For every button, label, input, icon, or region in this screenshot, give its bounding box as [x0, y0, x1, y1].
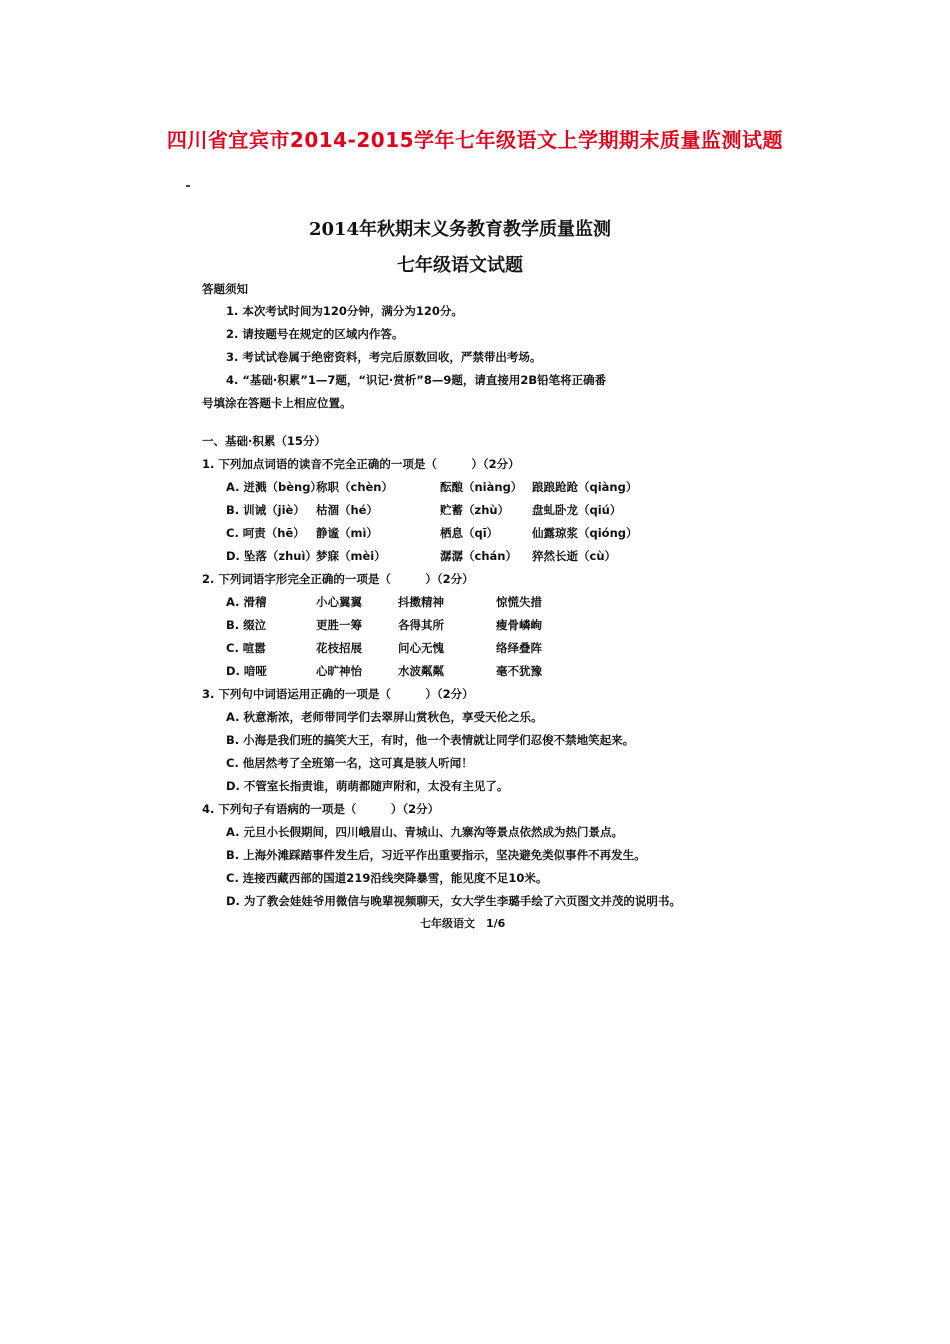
question-3-stem: 3. 下列句中词语运用正确的一项是（ ）（2分） [202, 687, 474, 701]
option-text: B. 缀泣 [226, 618, 267, 632]
option-text: 栖息（qī） [440, 526, 499, 540]
notice-item: 3. 考试试卷属于绝密资料，考完后原数回收，严禁带出考场。 [226, 350, 542, 364]
question-4-option: D. 为了教会娃娃爷用微信与晚辈视频聊天，女大学生李璐手绘了六页图文并茂的说明书。 [226, 894, 681, 908]
notice-heading: 答题须知 [202, 282, 248, 296]
option-text: 枯涸（hé） [316, 503, 378, 517]
question-3-option: A. 秋意渐浓，老师带同学们去翠屏山赏秋色，享受天伦之乐。 [226, 710, 543, 724]
question-4-option: A. 元旦小长假期间，四川峨眉山、青城山、九寨沟等景点依然成为热门景点。 [226, 825, 623, 839]
question-4-option: B. 上海外滩踩踏事件发生后，习近平作出重要指示，坚决避免类似事件不再发生。 [226, 848, 646, 862]
question-1-stem: 1. 下列加点词语的读音不完全正确的一项是（ ）（2分） [202, 457, 520, 471]
question-2-stem: 2. 下列词语字形完全正确的一项是（ ）（2分） [202, 572, 474, 586]
option-text: 毫不犹豫 [496, 664, 542, 678]
exam-title: 2014年秋期末义务教育教学质量监测 [308, 219, 612, 240]
question-3-option: C. 他居然考了全班第一名，这可真是骇人听闻！ [226, 756, 473, 770]
option-text: 各得其所 [398, 618, 444, 632]
option-text: 络绎叠阵 [496, 641, 542, 655]
document-title: 四川省宜宾市2014-2015学年七年级语文上学期期末质量监测试题 [166, 128, 784, 152]
section-heading: 一、基础·积累（15分） [202, 434, 326, 448]
option-text: 水波粼粼 [398, 664, 444, 678]
option-text: 贮蓄（zhù） [440, 503, 510, 517]
option-text: 瘦骨嶙峋 [496, 618, 542, 632]
scan-mark [186, 185, 190, 187]
option-text: 仙露琼浆（qióng） [532, 526, 638, 540]
question-4-stem: 4. 下列句子有语病的一项是（ ）（2分） [202, 802, 440, 816]
page-footer: 七年级语文 1/6 [420, 917, 506, 930]
option-text: 踉踉跄跄（qiàng） [532, 480, 638, 494]
option-text: 猝然长逝（cù） [532, 549, 617, 563]
notice-item: 4. “基础·积累”1—7题，“识记·赏析”8—9题，请直接用2B铅笔将正确番 [226, 373, 607, 387]
option-text: 更胜一筹 [316, 618, 362, 632]
option-text: 称职（chèn） [316, 480, 393, 494]
option-text: 潺潺（chán） [440, 549, 517, 563]
option-text: A. 迸溅（bèng） [226, 480, 322, 494]
notice-item: 2. 请按题号在规定的区域内作答。 [226, 327, 404, 341]
option-text: 花枝招展 [316, 641, 362, 655]
question-3-option: B. 小海是我们班的搞笑大王，有时，他一个表情就让同学们忍俊不禁地笑起来。 [226, 733, 635, 747]
question-3-option: D. 不管室长指责谁，萌萌都随声附和，太没有主见了。 [226, 779, 509, 793]
option-text: 心旷神怡 [316, 664, 362, 678]
option-text: C. 呵责（hē） [226, 526, 305, 540]
option-text: D. 坠落（zhuì） [226, 549, 317, 563]
option-text: 盘虬卧龙（qiú） [532, 503, 622, 517]
option-text: C. 喧嚣 [226, 641, 266, 655]
option-text: 小心翼翼 [316, 595, 362, 609]
option-text: D. 喑哑 [226, 664, 267, 678]
notice-item: 1. 本次考试时间为120分钟，满分为120分。 [226, 304, 463, 318]
option-text: 梦寐（mèi） [316, 549, 386, 563]
option-text: 惊慌失措 [496, 595, 542, 609]
option-text: A. 滑稽 [226, 595, 267, 609]
option-text: B. 训诫（jiè） [226, 503, 305, 517]
notice-item: 号填涂在答题卡上相应位置。 [202, 396, 352, 410]
option-text: 酝酿（niàng） [440, 480, 523, 494]
option-text: 静谧（mì） [316, 526, 378, 540]
option-text: 问心无愧 [398, 641, 444, 655]
question-4-option: C. 连接西藏西部的国道219沿线突降暴雪，能见度不足10米。 [226, 871, 548, 885]
scanned-exam-page [190, 205, 750, 935]
exam-subtitle: 七年级语文试题 [397, 255, 523, 276]
option-text: 抖擞精神 [398, 595, 444, 609]
